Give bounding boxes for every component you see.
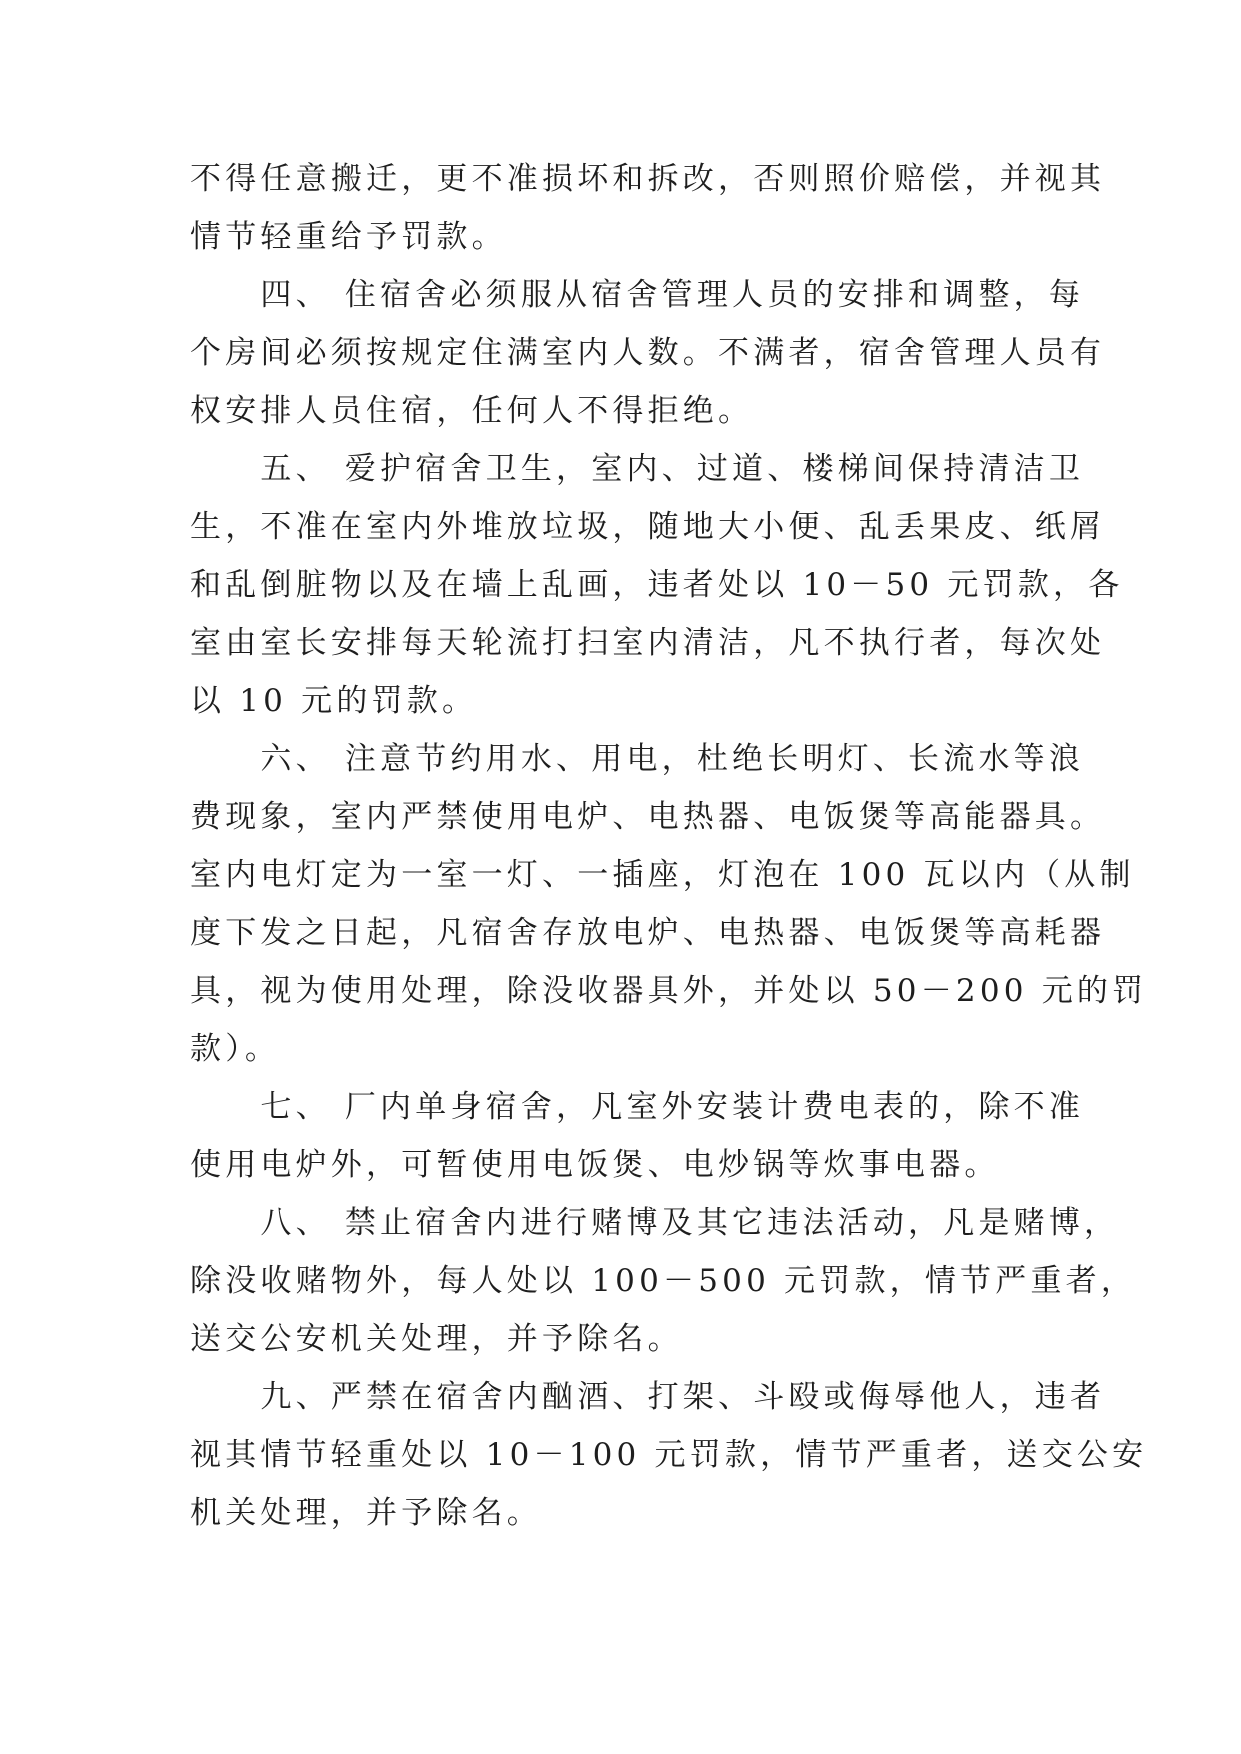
text-line: 室由室长安排每天轮流打扫室内清洁，凡不执行者，每次处 <box>190 625 1106 661</box>
text-line: 费现象，室内严禁使用电炉、电热器、电饭煲等高能器具。 <box>190 799 1106 835</box>
text-line: 生，不准在室内外堆放垃圾，随地大小便、乱丢果皮、纸屑 <box>190 509 1106 545</box>
clause-five-start: 五、 爱护宿舍卫生，室内、过道、楼梯间保持清洁卫 <box>190 451 1085 487</box>
clause-seven-start: 七、 厂内单身宿舍，凡室外安装计费电表的，除不准 <box>190 1089 1085 1125</box>
text-line: 款）。 <box>190 1031 281 1067</box>
text-line: 具，视为使用处理，除没收器具外，并处以 50－200 元的罚 <box>190 973 1148 1009</box>
clause-four-start: 四、 住宿舍必须服从宿舍管理人员的安排和调整，每 <box>190 277 1085 313</box>
text-line: 以 10 元的罚款。 <box>190 683 478 719</box>
text-line: 视其情节轻重处以 10－100 元罚款，情节严重者，送交公安 <box>190 1437 1148 1473</box>
text-line: 度下发之日起，凡宿舍存放电炉、电热器、电饭煲等高耗器 <box>190 915 1106 951</box>
text-line: 送交公安机关处理，并予除名。 <box>190 1321 683 1357</box>
clause-eight-start: 八、 禁止宿舍内进行赌博及其它违法活动，凡是赌博， <box>190 1205 1120 1241</box>
text-line: 个房间必须按规定住满室内人数。不满者，宿舍管理人员有 <box>190 335 1106 371</box>
text-line: 使用电炉外，可暂使用电饭煲、电炒锅等炊事电器。 <box>190 1147 1000 1183</box>
clause-six-start: 六、 注意节约用水、用电，杜绝长明灯、长流水等浪 <box>190 741 1085 777</box>
text-line: 除没收赌物外，每人处以 100－500 元罚款，情节严重者， <box>190 1263 1137 1299</box>
text-line: 和乱倒脏物以及在墙上乱画，违者处以 10－50 元罚款，各 <box>190 567 1124 603</box>
text-line: 情节轻重给予罚款。 <box>190 219 507 255</box>
text-line: 室内电灯定为一室一灯、一插座，灯泡在 100 瓦以内（从制 <box>190 857 1135 893</box>
text-line: 权安排人员住宿，任何人不得拒绝。 <box>190 393 754 429</box>
text-line: 机关处理，并予除名。 <box>190 1495 542 1531</box>
document-body <box>190 150 1148 1542</box>
clause-nine-start: 九、严禁在宿舍内酗酒、打架、斗殴或侮辱他人，违者 <box>190 1379 1106 1415</box>
text-line: 不得任意搬迁，更不准损坏和拆改，否则照价赔偿，并视其 <box>190 161 1106 197</box>
